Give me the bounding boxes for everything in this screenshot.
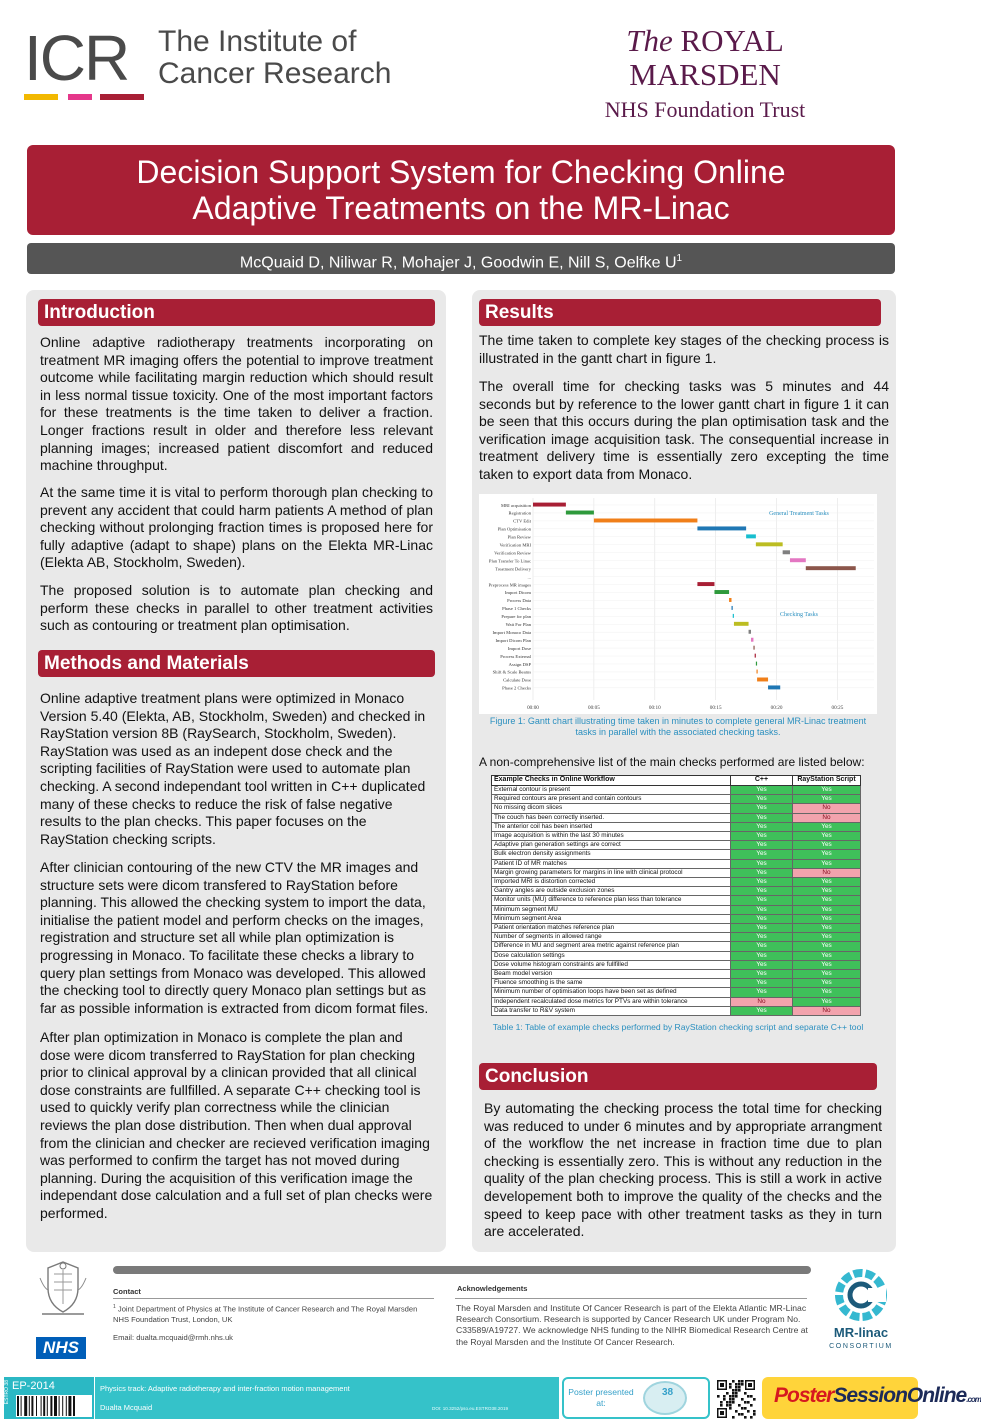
x-tick-label: 00:15: [709, 705, 722, 711]
table-row: [492, 850, 861, 859]
gantt-bar: [768, 685, 780, 689]
cpp-cell: Yes: [731, 786, 793, 795]
acknowledgements-label: Acknowledgements: [457, 1284, 528, 1293]
presenter-name: Dualta Mcquaid: [100, 1403, 153, 1412]
check-name-cell: External contour is present: [492, 786, 731, 795]
table-header-row: [492, 776, 861, 786]
check-name-cell: Patient orientation matches reference plan: [492, 924, 731, 933]
x-tick-label: 00:25: [831, 705, 844, 711]
table-header-cpp: C++: [731, 776, 793, 786]
cpp-cell: Yes: [731, 878, 793, 887]
cpp-cell: No: [731, 997, 793, 1006]
icr-name-line2: Cancer Research: [158, 57, 392, 90]
royal-marsden-logo: [555, 23, 855, 122]
table-row: [492, 942, 861, 951]
table-header-raystation: RayStation Script: [793, 776, 861, 786]
authors: McQuaid D, Niliwar R, Mohajer J, Goodwin E, Nill S, Oelfke U: [239, 254, 677, 272]
raystation-cell: Yes: [793, 905, 861, 914]
check-name-cell: Independent recalculated dose metrics for PTVs are within tolerance: [492, 997, 731, 1006]
task-label: Treatment Delivery: [495, 566, 531, 572]
title-band: [27, 145, 895, 235]
raystation-cell: Yes: [793, 832, 861, 841]
rm-name: ROYAL MARSDEN: [629, 23, 784, 92]
methods-paragraph-1: Online adaptive treatment plans were optimized in Monaco Version 5.40 (Elekta, AB, Stockholm, Sweden) and checked in RayStation version 8B (RaySearch, Stockholm, Sweden). RayStation was used as an indepent dose check and the scripting facilities of RayStation were used to automate plan checking. A second independant tool written in C++ duplicated many of these checks to reduce the risk of false negative results to the plan checks. This paper focuses on the RayStation checking scripts.: [40, 690, 426, 847]
check-name-cell: The anterior coil has been inserted: [492, 822, 731, 831]
intro-paragraph-1: Online adaptive radiotherapy treatments incorporating on treatment MR imaging offers the potential to improve treatment outcome while facilitating margin reduction which should result in less normal tissue toxicity. One of the most important factors for these treatments is the time taken to deliver a fraction. Longer fractions result in older and therefore less relevant planning images; increased patient discomfort and reduced machine throughput.: [40, 334, 433, 474]
mrlinac-name: MR-linac: [833, 1325, 889, 1340]
gantt-bar: [733, 614, 734, 618]
task-label: MRI acquisition: [501, 502, 531, 508]
gantt-bar: [753, 646, 754, 650]
task-label: Wait For Plan: [505, 622, 531, 628]
table-row: [492, 896, 861, 905]
raystation-cell: Yes: [793, 786, 861, 795]
intro-paragraph-3: The proposed solution is to automate plan checking and perform these checks in parallel to other treatment activities such as contouring or treatment plan optimisation.: [40, 582, 433, 634]
contact-divider: [113, 1298, 434, 1299]
check-name-cell: Dose calculation settings: [492, 951, 731, 960]
poster-title: [27, 145, 895, 226]
cpp-cell: Yes: [731, 896, 793, 905]
raystation-cell: Yes: [793, 896, 861, 905]
table-intro: A non-comprehensive list of the main checks performed are listed below:: [479, 755, 865, 769]
doi: DOI: 10.3252/pso.eu.ESTRO38.2019: [432, 1406, 509, 1411]
gantt-bar: [533, 503, 566, 507]
check-name-cell: Minimum segment MU: [492, 905, 731, 914]
table-row: [492, 813, 861, 822]
table-row: [492, 786, 861, 795]
cpp-cell: Yes: [731, 822, 793, 831]
cpp-cell: Yes: [731, 859, 793, 868]
gantt-bar: [756, 542, 783, 546]
icr-color-bars: [24, 94, 144, 100]
table-caption: Table 1: Table of example checks performed by RayStation checking script and separate C++ tool: [492, 1022, 864, 1032]
rm-subtitle: NHS Foundation Trust: [604, 97, 806, 122]
results-paragraph-1: The time taken to complete key stages of the checking process is illustrated in the gantt chart in figure 1.: [479, 332, 889, 366]
task-label: Import Dicom Plan: [495, 637, 531, 643]
check-name-cell: No missing dicom slices: [492, 804, 731, 813]
icr-bar-yellow: [24, 94, 58, 100]
raystation-cell: No: [793, 1006, 861, 1015]
table-row: [492, 997, 861, 1006]
check-name-cell: Fluence smoothing is the same: [492, 979, 731, 988]
contact-label: Contact: [113, 1287, 141, 1296]
cpp-cell: Yes: [731, 914, 793, 923]
gantt-bar: [729, 598, 731, 602]
icr-name: [158, 26, 391, 90]
cpp-cell: Yes: [731, 813, 793, 822]
gantt-bar: [594, 519, 698, 523]
authors-band: [27, 243, 895, 274]
x-tick-label: 00:10: [648, 705, 661, 711]
check-name-cell: Margin growing parameters for margins in line with clinical protocol: [492, 868, 731, 877]
crest-icon: [34, 1258, 92, 1318]
gantt-bar: [790, 558, 806, 562]
checks-table: [491, 775, 861, 1016]
mrlinac-consortium: CONSORTIUM: [829, 1343, 893, 1350]
table-row: [492, 887, 861, 896]
table-row: [492, 933, 861, 942]
icr-bar-red: [100, 94, 144, 100]
authors-sup: 1: [676, 253, 683, 264]
table-row: [492, 859, 861, 868]
presented-text: Poster presented at:: [568, 1387, 634, 1408]
contact-email: Email: dualta.mcquaid@rmh.nhs.uk: [113, 1333, 233, 1342]
raystation-cell: Yes: [793, 942, 861, 951]
x-tick-label: 00:00: [527, 705, 539, 711]
methods-paragraph-3: After plan optimization in Monaco is complete the plan and dose were dicom transferred to RayStation for plan checking prior to clinical approval by a clinican provided that all clinical dose constraints are fullfilled. A separate C++ checking tool is used to quickly verify plan correctness while the clinician reviews the plan dose distribution. Then when dual approval from the clinician and checker are recieved verification imaging was performed to confirm the target has not moved during planning. During the acquisition of this verification image the independant dose calculation and a full set of plan checks were performed.: [40, 1029, 433, 1221]
gantt-bar: [806, 566, 856, 570]
ep-side-code: ESTRO 38: [4, 1380, 10, 1405]
pso-c: .com: [966, 1395, 981, 1404]
check-name-cell: Monitor units (MU) difference to reference plan less than tolerance: [492, 896, 731, 905]
raystation-cell: Yes: [793, 979, 861, 988]
check-name-cell: Adaptive plan generation settings are correct: [492, 841, 731, 850]
gantt-bar: [746, 534, 756, 538]
cpp-cell: Yes: [731, 795, 793, 804]
task-label: Plan Transfer To Linac: [488, 558, 531, 564]
checks-table-container: [491, 775, 861, 1016]
task-label: Process External: [500, 653, 531, 659]
rm-the: The: [626, 23, 673, 58]
table-row: [492, 924, 861, 933]
qr-code-icon[interactable]: [716, 1379, 756, 1419]
cpp-cell: Yes: [731, 850, 793, 859]
barcode-icon: [16, 1395, 92, 1417]
table-row: [492, 1006, 861, 1015]
table-row: [492, 795, 861, 804]
cpp-cell: Yes: [731, 887, 793, 896]
checks-table-body: [492, 786, 861, 1016]
cpp-cell: Yes: [731, 960, 793, 969]
gantt-bar: [697, 582, 714, 586]
task-label: Shift & Scale Beams: [492, 669, 531, 675]
table-row: [492, 878, 861, 887]
task-label: Import Monaco Data: [492, 629, 531, 635]
task-label: Plan Review: [507, 534, 531, 540]
table-row: [492, 979, 861, 988]
raystation-cell: Yes: [793, 887, 861, 896]
results-heading: Results: [479, 299, 881, 326]
table-row: [492, 868, 861, 877]
results-paragraph-2: The overall time for checking tasks was 5 minutes and 44 seconds but by reference to the lower gantt chart in figure 1 it can be seen that this occurs during the plan optimisation task and the verification image acquisition task. The consequential increase in treatment delivery time is essentially zero excepting the time taken to export data from Monaco.: [479, 378, 889, 482]
task-label: CTV Edit: [513, 518, 531, 524]
gantt-bar: [751, 638, 753, 642]
raystation-cell: No: [793, 868, 861, 877]
table-row: [492, 822, 861, 831]
gantt-bar: [783, 550, 790, 554]
check-name-cell: Bulk electron density assignments: [492, 850, 731, 859]
x-tick-label: 00:20: [770, 705, 783, 711]
affiliation-sup: 1: [113, 1304, 116, 1310]
gantt-bar: [566, 511, 594, 515]
check-name-cell: The couch has been correctly inserted.: [492, 813, 731, 822]
gantt-svg: [479, 494, 877, 714]
task-label: Phase 1 Checks: [502, 606, 531, 612]
task-label: Prepare for plan: [501, 614, 531, 620]
check-name-cell: Minimum number of optimisation loops have been set as defined: [492, 988, 731, 997]
icr-name-line1: The Institute of: [158, 25, 357, 58]
cpp-cell: Yes: [731, 804, 793, 813]
task-label: Verification MRI: [499, 542, 531, 548]
table-row: [492, 832, 861, 841]
raystation-cell: Yes: [793, 850, 861, 859]
acknowledgements-text: The Royal Marsden and Institute Of Cancer Research is part of the Elekta Atlantic MR-Linac Research Consortium. Research is supported by Cancer Research UK under Program No. C33589/A19727. We acknowledge NHS funding to the NIHR Biomedical Research Centre at the Royal Marsden and the Institute Of Cancer Research.: [456, 1303, 808, 1347]
task-label: Phase 2 Checks: [502, 685, 531, 691]
icr-bar-pink: [68, 94, 92, 100]
affiliation-text: Joint Department of Physics at The Institute of Cancer Research and The Royal Marsden NHS Foundation Trust, London, UK: [113, 1304, 418, 1324]
intro-paragraph-2: At the same time it is vital to perform thorough plan checking to prevent any accident that could harm patients A method of plan checking without prolonging fraction times is proposed here for fully adaptive (adapt to shape) plans on the Elekta MR-Linac (Elekta AB, Stockholm, Sweden).: [40, 484, 433, 571]
conclusion-heading: Conclusion: [479, 1063, 877, 1090]
task-label: Process Data: [507, 598, 531, 604]
task-label: Registration: [508, 510, 531, 516]
table-row: [492, 914, 861, 923]
raystation-cell: Yes: [793, 997, 861, 1006]
annotation-general: General Treatment Tasks: [769, 511, 829, 517]
figure-caption: Figure 1: Gantt chart illustrating time taken in minutes to complete general MR-Linac treatment tasks in parallel with the associated checking tasks.: [489, 716, 867, 737]
raystation-cell: Yes: [793, 795, 861, 804]
check-name-cell: Dose volume histogram constraints are fullfilled: [492, 960, 731, 969]
cpp-cell: Yes: [731, 970, 793, 979]
raystation-cell: Yes: [793, 841, 861, 850]
cpp-cell: Yes: [731, 988, 793, 997]
mrlinac-icon: [834, 1268, 888, 1322]
gantt-bar: [697, 526, 746, 530]
table-row: [492, 988, 861, 997]
title-line2: Adaptive Treatments on the MR-Linac: [192, 190, 730, 226]
methods-paragraph-2: After clinician contouring of the new CTV the MR images and structure sets were dicom transfered to RayStation before planning. This allowed the checking system to import the data, initialise the patient model and perform checks on the images, registration and structure set all while plan optimization is progressing in Monaco. To facilitate these checks a library to query plan settings from Monaco was developed. This allowed the checking tool to directly query Monaco plan settings but as far as possible information is extracted from dicom format files.: [40, 859, 429, 1016]
table-header-check: Example Checks in Online Workflow: [492, 776, 731, 786]
annotation-checking: Checking Tasks: [780, 612, 818, 618]
cpp-cell: Yes: [731, 832, 793, 841]
check-name-cell: Data transfer to R&V system: [492, 1006, 731, 1015]
cpp-cell: Yes: [731, 942, 793, 951]
table-row: [492, 841, 861, 850]
raystation-cell: Yes: [793, 924, 861, 933]
task-label: Assign DSP: [508, 661, 531, 667]
task-label: Import Dicom: [504, 590, 531, 596]
cpp-cell: Yes: [731, 924, 793, 933]
table-row: [492, 960, 861, 969]
raystation-cell: Yes: [793, 988, 861, 997]
cpp-cell: Yes: [731, 951, 793, 960]
conclusion-paragraph: By automating the checking process the total time for checking was reduced to under 6 minutes and by appropriate arrangment of the workflow the net increase in fraction time due to plan checking is essentially zero. This is without any reduction in the quality of the plan checking process. This is still a work in active developement both to improve the quality of the checks and the speed to keep pace with other treatment tasks as they in turn are accelerated.: [484, 1100, 882, 1240]
gantt-bar: [714, 590, 729, 594]
cpp-cell: Yes: [731, 905, 793, 914]
check-name-cell: Required contours are present and contain contours: [492, 795, 731, 804]
cpp-cell: Yes: [731, 979, 793, 988]
gantt-bar: [749, 630, 751, 634]
raystation-cell: Yes: [793, 970, 861, 979]
nhs-logo: NHS: [36, 1337, 86, 1359]
raystation-cell: Yes: [793, 933, 861, 942]
gantt-bar: [734, 622, 749, 626]
gantt-bar: [757, 678, 768, 682]
cpp-cell: Yes: [731, 868, 793, 877]
pso-a: Poster: [774, 1384, 834, 1407]
gantt-chart: [479, 494, 877, 714]
task-label: Verification Review: [494, 550, 531, 556]
title-line1: Decision Support System for Checking Online: [136, 154, 786, 190]
check-name-cell: Image acquisition is within the last 30 minutes: [492, 832, 731, 841]
ack-divider: [455, 1298, 807, 1299]
check-name-cell: Gantry angles are outside exclusion zones: [492, 887, 731, 896]
raystation-cell: Yes: [793, 960, 861, 969]
methods-heading: Methods and Materials: [38, 650, 435, 677]
raystation-cell: No: [793, 804, 861, 813]
check-name-cell: Patient ID of MR matches: [492, 859, 731, 868]
footer-bar: [113, 1266, 811, 1274]
table-row: [492, 951, 861, 960]
icr-logo: [24, 22, 396, 102]
table-row: [492, 970, 861, 979]
task-label: ...: [527, 574, 531, 580]
table-row: [492, 905, 861, 914]
pso-text[interactable]: [774, 1384, 981, 1408]
badge-number: 38: [662, 1387, 674, 1398]
table-row: [492, 804, 861, 813]
gantt-bar: [756, 670, 757, 674]
affiliation: [113, 1302, 431, 1325]
check-name-cell: Number of segments in allowed range: [492, 933, 731, 942]
task-label: Preprocess MR images: [488, 582, 531, 588]
check-name-cell: Beam model version: [492, 970, 731, 979]
gantt-bar: [732, 606, 733, 610]
raystation-cell: Yes: [793, 859, 861, 868]
x-tick-label: 00:05: [587, 705, 600, 711]
raystation-cell: Yes: [793, 951, 861, 960]
task-label: Import Dose: [507, 645, 531, 651]
introduction-heading: Introduction: [38, 299, 435, 326]
raystation-cell: Yes: [793, 822, 861, 831]
icr-letters: ICR: [24, 22, 129, 94]
check-name-cell: Difference in MU and segment area metric against reference plan: [492, 942, 731, 951]
gantt-bar: [755, 654, 756, 658]
track-title: Physics track: Adaptive radiotherapy and inter-fraction motion management: [100, 1384, 350, 1393]
mrlinac-logo: [822, 1268, 900, 1358]
ep-number: EP-2014: [12, 1380, 55, 1392]
raystation-cell: Yes: [793, 878, 861, 887]
task-label: Plan Optimisation: [497, 526, 531, 532]
cpp-cell: Yes: [731, 933, 793, 942]
task-label: Calculate Dose: [503, 677, 531, 683]
cpp-cell: Yes: [731, 841, 793, 850]
check-name-cell: Imported MRI is distortion corrected: [492, 878, 731, 887]
raystation-cell: No: [793, 813, 861, 822]
raystation-cell: Yes: [793, 914, 861, 923]
pso-b: SessionOnline: [833, 1384, 967, 1407]
gantt-bar: [756, 662, 757, 666]
check-name-cell: Minimum segment Area: [492, 914, 731, 923]
cpp-cell: Yes: [731, 1006, 793, 1015]
